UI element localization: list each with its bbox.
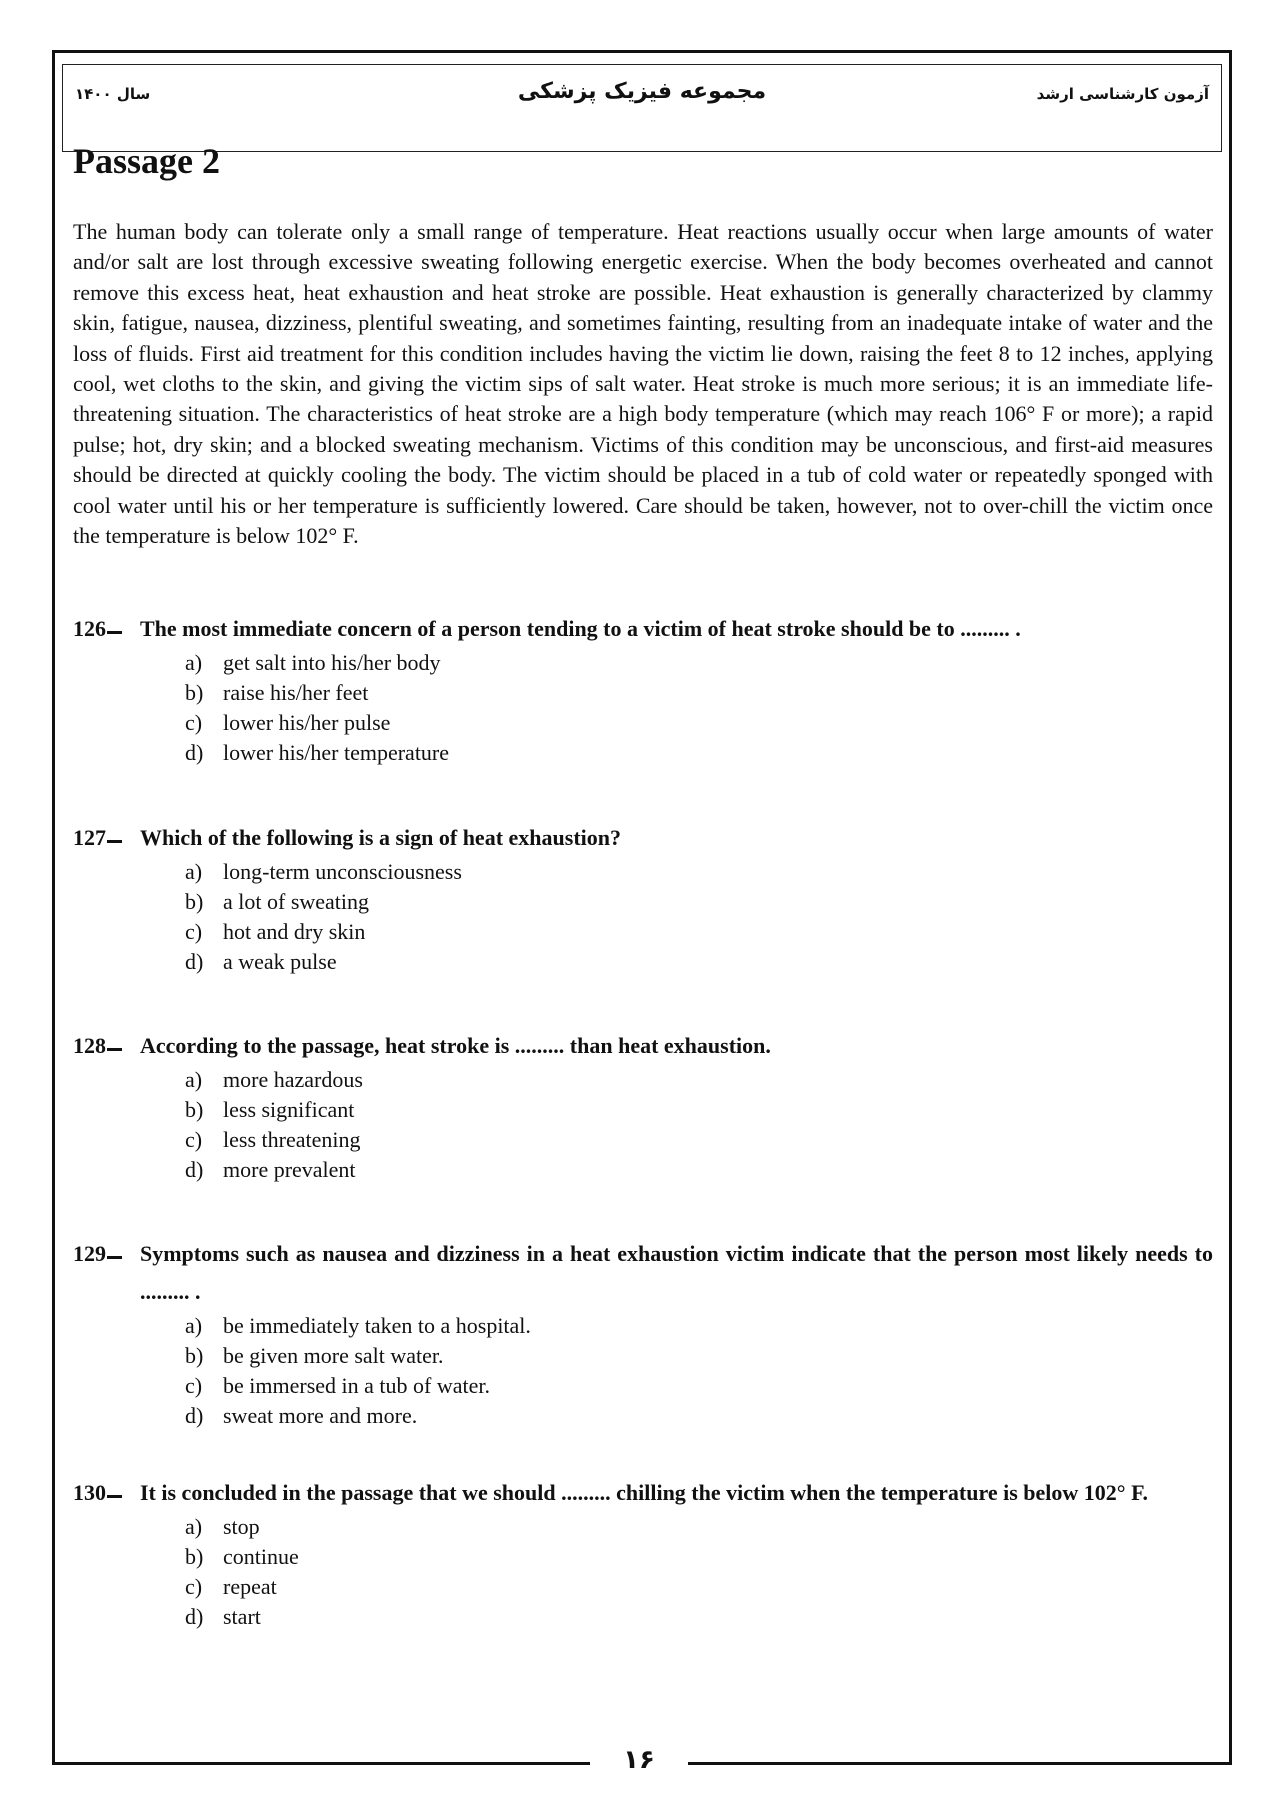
header-exam-name: آزمون کارشناسی ارشد xyxy=(1036,85,1209,103)
option-a[interactable]: a) more hazardous xyxy=(185,1067,363,1092)
option-list xyxy=(73,1065,1213,1185)
footer-rule-right xyxy=(688,1762,1232,1765)
option-list xyxy=(73,1311,1213,1431)
question-stem xyxy=(73,1235,1213,1311)
option-b[interactable]: b) continue xyxy=(185,1544,299,1569)
option-b[interactable]: b) raise his/her feet xyxy=(185,680,369,705)
option-c[interactable]: c) be immersed in a tub of water. xyxy=(185,1373,490,1398)
passage-title: Passage 2 xyxy=(73,141,220,181)
option-b[interactable]: b) less significant xyxy=(185,1097,355,1122)
option-a[interactable]: a) stop xyxy=(185,1514,260,1539)
option-c[interactable]: c) repeat xyxy=(185,1574,277,1599)
page-number: ۱۶ xyxy=(623,1745,655,1775)
question-text: Symptoms such as nausea and dizziness in a heat exhaustion victim indicate that the person most likely needs to ......... . xyxy=(140,1241,1213,1304)
option-c[interactable]: c) lower his/her pulse xyxy=(185,710,391,735)
header-year: سال ۱۴۰۰ xyxy=(75,85,151,103)
question-text: The most immediate concern of a person tending to a victim of heat stroke should be to ......... . xyxy=(140,616,1021,641)
question-text: Which of the following is a sign of heat exhaustion? xyxy=(140,825,621,850)
question-number: 127 xyxy=(73,819,140,857)
page-header xyxy=(62,64,1222,152)
question-number: 129 xyxy=(73,1235,140,1273)
option-c[interactable]: c) less threatening xyxy=(185,1127,361,1152)
passage-body: The human body can tolerate only a small range of temperature. Heat reactions usually occur when large amounts of water and/or salt are lost through excessive sweating following energetic exercise. When the body becomes overheated and cannot remove this excess heat, heat exhaustion and heat stroke are possible. Heat exhaustion is generally characterized by clammy skin, fatigue, nausea, dizziness, plentiful sweating, and sometimes fainting, resulting from an inadequate intake of water and the loss of fluids. First aid treatment for this condition includes having the victim lie down, raising the feet 8 to 12 inches, applying cool, wet cloths to the skin, and giving the victim sips of salt water. Heat stroke is much more serious; it is an immediate life-threatening situation. The characteristics of heat stroke are a high body temperature (which may reach 106° F or more); a rapid pulse; hot, dry skin; and a blocked sweating mechanism. Victims of this condition may be unconscious, and first-aid measures should be directed at quickly cooling the body. The victim should be placed in a tub of cold water or repeatedly sponged with cool water until his or her temperature is sufficiently lowered. Care should be taken, however, not to over-chill the victim once the temperature is below 102° F. xyxy=(73,219,1213,549)
option-d[interactable]: d) more prevalent xyxy=(185,1157,356,1182)
option-list xyxy=(73,1512,1213,1632)
header-title: مجموعه فیزیک پزشکی xyxy=(517,79,767,104)
question-number: 128 xyxy=(73,1027,140,1065)
option-b[interactable]: b) be given more salt water. xyxy=(185,1343,444,1368)
option-d[interactable]: d) sweat more and more. xyxy=(185,1403,418,1428)
question-text: It is concluded in the passage that we should ......... chilling the victim when the temperature is below 102° F. xyxy=(140,1480,1148,1505)
question-129 xyxy=(73,1235,1213,1431)
question-number: 126 xyxy=(73,610,140,648)
question-stem xyxy=(73,1027,1213,1065)
question-text: According to the passage, heat stroke is ......... than heat exhaustion. xyxy=(140,1033,771,1058)
question-stem xyxy=(73,610,1213,648)
option-b[interactable]: b) a lot of sweating xyxy=(185,889,370,914)
option-a[interactable]: a) be immediately taken to a hospital. xyxy=(185,1313,531,1338)
option-c[interactable]: c) hot and dry skin xyxy=(185,919,366,944)
question-stem xyxy=(73,1474,1213,1512)
footer-rule-left xyxy=(52,1762,590,1765)
question-128 xyxy=(73,1027,1213,1185)
question-stem xyxy=(73,819,1213,857)
option-a[interactable]: a) get salt into his/her body xyxy=(185,650,441,675)
question-number: 130 xyxy=(73,1474,140,1512)
question-126 xyxy=(73,610,1213,768)
option-d[interactable]: d) lower his/her temperature xyxy=(185,740,450,765)
option-d[interactable]: d) start xyxy=(185,1604,261,1629)
option-list xyxy=(73,648,1213,768)
question-130 xyxy=(73,1474,1213,1632)
option-a[interactable]: a) long-term unconsciousness xyxy=(185,859,462,884)
option-list xyxy=(73,857,1213,977)
question-127 xyxy=(73,819,1213,977)
option-d[interactable]: d) a weak pulse xyxy=(185,949,337,974)
